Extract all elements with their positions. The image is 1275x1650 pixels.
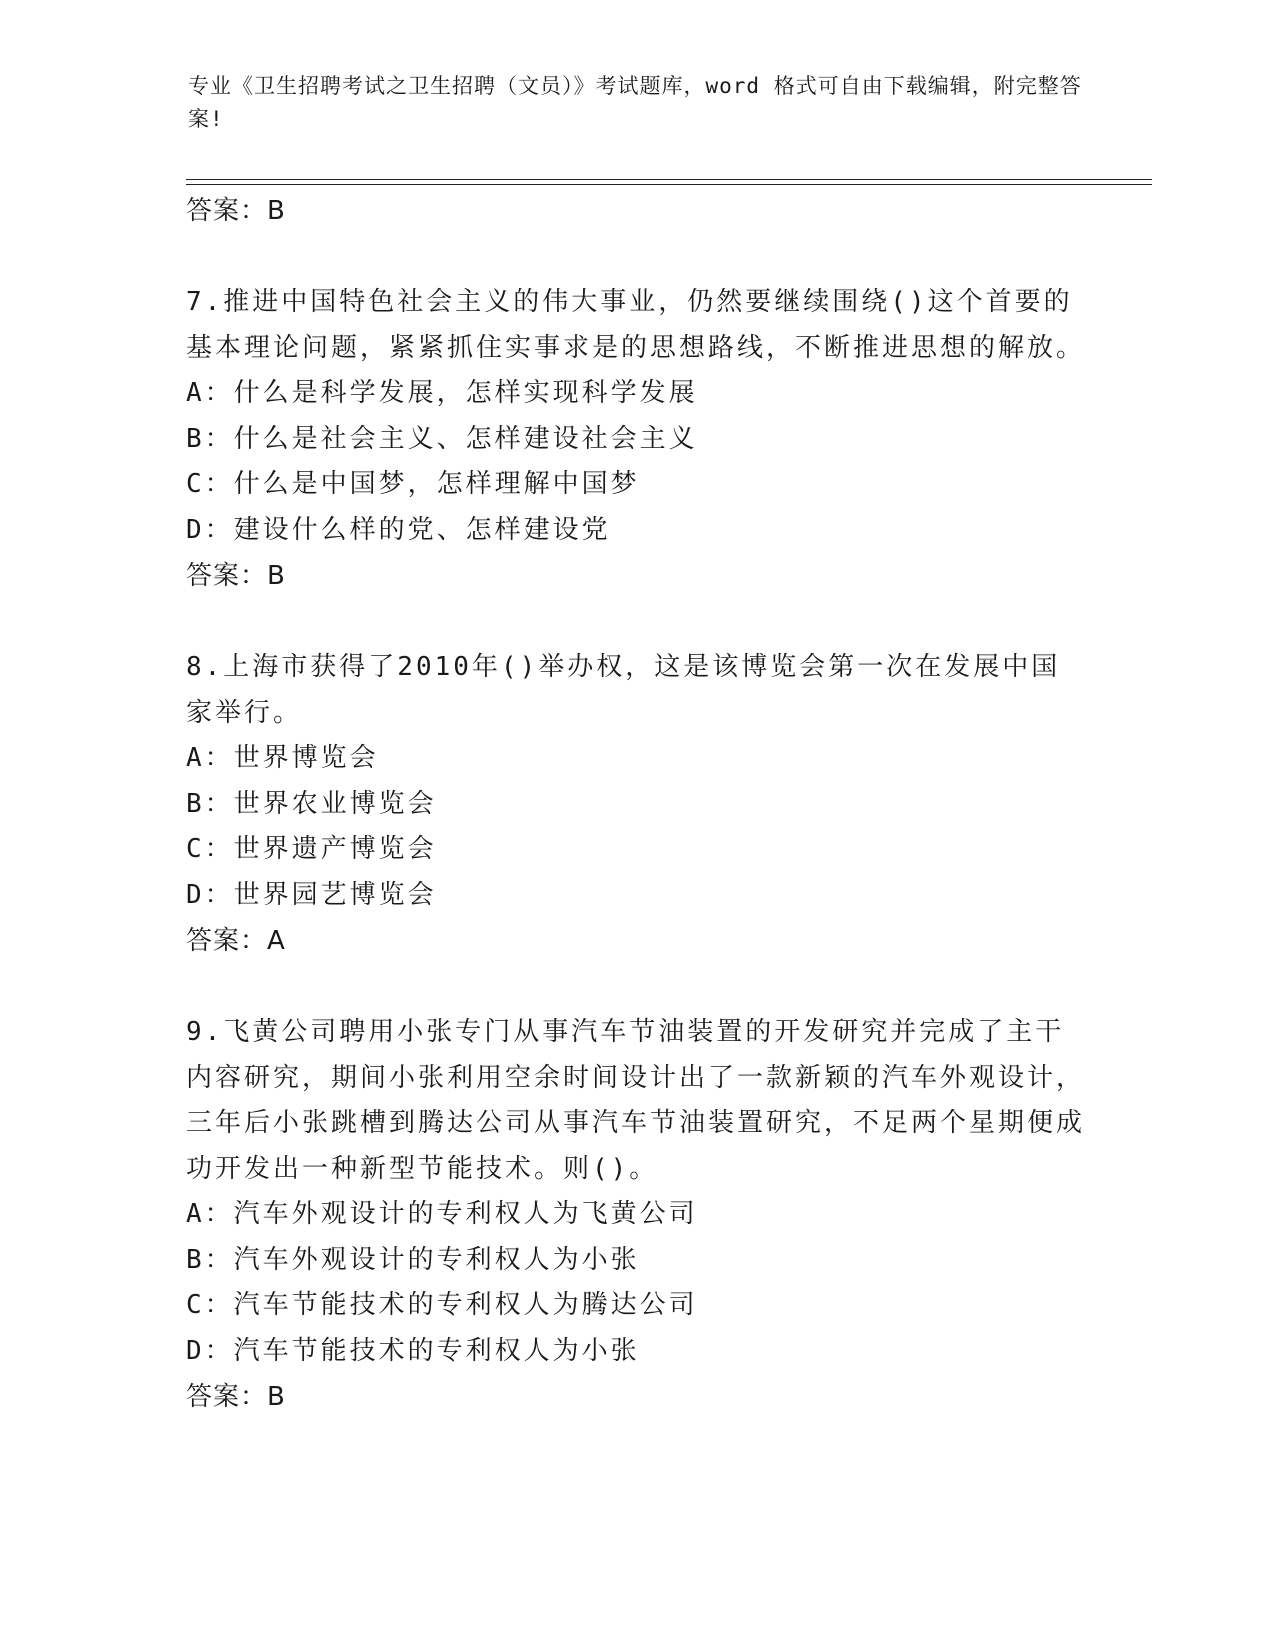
option-b: B：什么是社会主义、怎样建设社会主义 — [186, 423, 698, 454]
answer-line: 答案：A — [186, 926, 286, 956]
option-a: A：什么是科学发展，怎样实现科学发展 — [186, 378, 698, 408]
answer-line: 答案：B — [186, 196, 286, 226]
answer-line: 答案：B — [186, 561, 286, 591]
header-rule-bottom — [186, 184, 1152, 185]
header-rule-top — [186, 179, 1152, 180]
question-8 — [186, 645, 1086, 964]
question-text: 8.上海市获得了2010年()举办权，这是该博览会第一次在发展中国家举行。 — [186, 652, 1061, 728]
question-list — [186, 188, 1086, 1420]
option-c: C：什么是中国梦，怎样理解中国梦 — [186, 469, 640, 499]
option-a: A：世界博览会 — [186, 743, 379, 773]
question-7 — [186, 280, 1086, 599]
question-9 — [186, 1010, 1086, 1420]
option-c: C：世界遗产博览会 — [186, 834, 437, 864]
option-c: C：汽车节能技术的专利权人为腾达公司 — [186, 1290, 698, 1320]
question-text: 7.推进中国特色社会主义的伟大事业，仍然要继续围绕()这个首要的基本理论问题，紧紧抓住实事求是的思想路线，不断推进思想的解放。 — [186, 287, 1086, 363]
option-b: B：汽车外观设计的专利权人为小张 — [186, 1244, 640, 1275]
option-d: D：世界园艺博览会 — [186, 879, 437, 910]
question-text: 9.飞黄公司聘用小张专门从事汽车节油装置的开发研究并完成了主干内容研究，期间小张利用空余时间设计出了一款新颖的汽车外观设计，三年后小张跳槽到腾达公司从事汽车节油装置研究，不足两个星期便成功开发出一种新型节能技术。则()。 — [186, 1017, 1086, 1184]
option-b: B：世界农业博览会 — [186, 788, 437, 819]
option-d: D：汽车节能技术的专利权人为小张 — [186, 1335, 640, 1366]
answer-line: 答案：B — [186, 1382, 286, 1412]
document-header: 专业《卫生招聘考试之卫生招聘（文员）》考试题库，word 格式可自由下载编辑，附完整答案! — [188, 74, 1082, 131]
option-a: A：汽车外观设计的专利权人为飞黄公司 — [186, 1199, 698, 1229]
option-d: D：建设什么样的党、怎样建设党 — [186, 514, 611, 545]
